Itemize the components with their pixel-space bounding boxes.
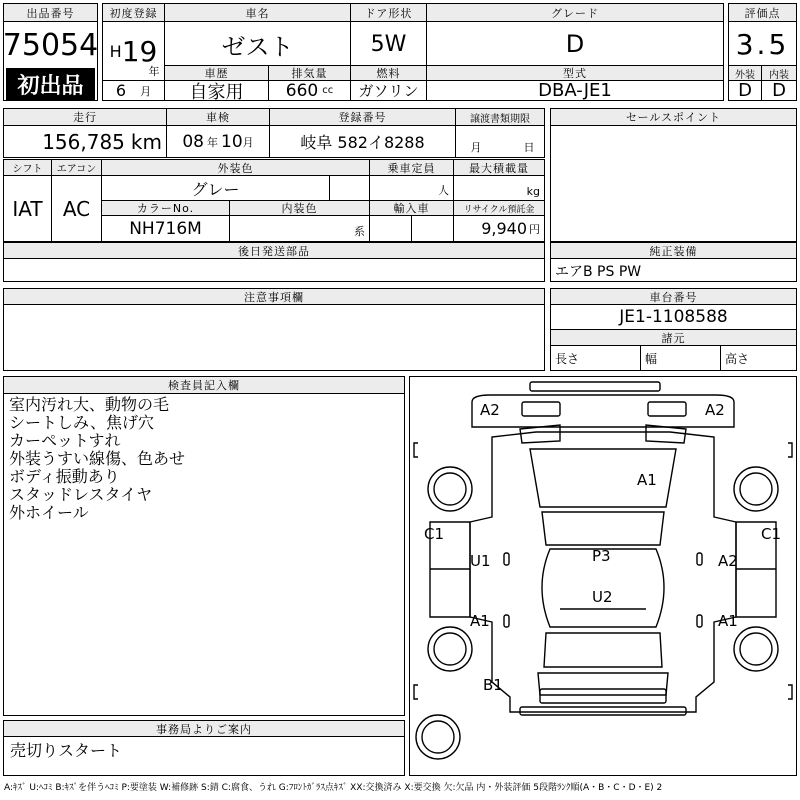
ext-score: D [729, 81, 762, 100]
sales-label: セールスポイント [551, 109, 796, 126]
score: 3.5 [735, 27, 790, 61]
car-outline [410, 377, 796, 775]
header-table [102, 3, 724, 101]
shift: IAT [4, 176, 52, 241]
reg-number: 岐阜 582イ8288 [270, 126, 456, 157]
width-label: 幅 [641, 346, 721, 370]
mileage-label: 走行 [4, 109, 167, 126]
mark-front-right: A2 [705, 401, 725, 419]
fuel: ガソリン [351, 81, 427, 100]
caution-label: 注意事項欄 [4, 289, 544, 305]
transfer-day-unit: 日 [523, 141, 535, 154]
first-listing-badge: 初出品 [6, 68, 95, 100]
office-label: 事務局よりご案内 [4, 721, 404, 737]
shift-label: シフト [4, 160, 52, 176]
first-reg-label: 初度登録 [103, 4, 165, 22]
lot-number: 75054 [2, 27, 99, 63]
note-line: カーペットすれ [9, 431, 121, 450]
recycle-cell [454, 216, 544, 241]
history: 自家用 [165, 81, 269, 100]
sales-point-box [550, 108, 797, 242]
length-label: 長さ [551, 346, 641, 370]
insp-month: 10 [221, 131, 243, 152]
year-num: 19 [121, 34, 158, 68]
mark-right-front-door: A2 [718, 552, 738, 570]
recycle-label: リサイクル預託金 [454, 200, 544, 216]
model-label: 型式 [427, 65, 723, 81]
displacement: 660 [285, 80, 319, 101]
note-line: 外ホイール [9, 503, 89, 522]
displacement-label: 排気量 [269, 65, 351, 81]
import-cell-a [370, 216, 412, 241]
era: H [109, 41, 122, 61]
score-label: 評価点 [729, 4, 796, 22]
exterior-color-label: 外装色 [102, 160, 370, 176]
ext-label: 外装 [729, 65, 762, 81]
mileage-unit: km [130, 129, 162, 154]
inspector-box [3, 376, 405, 716]
office-note: 売切りスタート [10, 740, 123, 760]
exterior-color: グレー [102, 176, 330, 200]
mileage-table [3, 108, 545, 158]
reg-label: 登録番号 [270, 109, 456, 126]
import-cell-b [412, 216, 454, 241]
grade-label: グレード [427, 4, 723, 22]
equipment-box [550, 242, 797, 282]
interior-color-label: 内装色 [230, 200, 370, 216]
parts-label: 後日発送部品 [4, 243, 544, 259]
displacement-unit: cc [322, 85, 334, 96]
inspection-cell [167, 126, 270, 157]
chassis-number: JE1-1108588 [551, 305, 796, 330]
recycle-unit: 円 [529, 222, 540, 236]
ac: AC [52, 176, 102, 241]
color-no: NH716M [102, 216, 230, 241]
doors-label: ドア形状 [351, 4, 427, 22]
mileage: 156,785 [42, 129, 125, 154]
mark-left-rear-door: A1 [470, 612, 490, 630]
legend: A:ｷｽﾞ U:ﾍｺﾐ B:ｷｽﾞを伴うﾍｺﾐ P:要塗装 W:補修跡 S:錆 C:腐食、うれ G:ﾌﾛﾝﾄｶﾞﾗｽ点ｷｽﾞ XX:交換済み X:要交換 欠:欠品 内・外装評価 5段階ﾗﾝｸ順(A・B・C・D・E) 2 [4, 783, 663, 793]
mark-roof-rear: U2 [592, 588, 613, 606]
mark-right-rear-door: A1 [718, 612, 738, 630]
int-label: 内装 [762, 65, 796, 81]
color-no-label: カラーNo. [102, 200, 230, 216]
ac-label: エアコン [52, 160, 102, 176]
car-name: ゼスト [165, 22, 351, 66]
note-line: ボディ振動あり [9, 467, 120, 486]
note-line: 外装うすい線傷、色あせ [9, 449, 186, 468]
mark-right-front-fender: C1 [761, 525, 782, 543]
insp-month-unit: 月 [242, 135, 254, 149]
mark-rear-left: B1 [483, 676, 503, 694]
capacity-unit: 人 [370, 176, 454, 200]
note-line: シートしみ、焦げ穴 [9, 413, 154, 432]
doors: 5W [351, 22, 427, 66]
month-num: 6 [115, 81, 127, 100]
mark-front-left: A2 [480, 401, 500, 419]
first-reg-month [103, 80, 165, 100]
parts-box [3, 242, 545, 282]
fuel-label: 燃料 [351, 65, 427, 81]
load-unit: kg [526, 185, 540, 198]
history-label: 車歴 [165, 65, 269, 81]
inspection-label: 車検 [167, 109, 270, 126]
import-label: 輸入車 [370, 200, 454, 216]
mark-left-front-door: U1 [470, 552, 491, 570]
chassis-label: 車台番号 [551, 289, 796, 305]
score-block [728, 3, 797, 101]
grade: D [565, 30, 585, 58]
transfer-month-unit: 月 [470, 141, 482, 154]
note-line: スタッドレスタイヤ [9, 485, 153, 504]
mileage-cell [4, 126, 167, 157]
office-box [3, 720, 405, 776]
mark-left-front-fender: C1 [424, 525, 445, 543]
insp-year: 08 [182, 131, 204, 152]
month-unit: 月 [140, 84, 152, 98]
caution-box [3, 288, 545, 371]
model: DBA-JE1 [538, 80, 612, 101]
year-unit: 年 [148, 65, 160, 78]
insp-year-unit: 年 [207, 135, 218, 149]
car-diagram [409, 376, 797, 776]
dimensions-label: 諸元 [551, 330, 796, 346]
car-name-label: 車名 [165, 4, 351, 22]
displacement-cell [269, 81, 351, 100]
note-line: 室内汚れ大、動物の毛 [9, 395, 170, 414]
chassis-box [550, 288, 797, 371]
mark-roof: P3 [592, 547, 611, 565]
spec-table [3, 159, 545, 242]
mark-hood: A1 [637, 471, 657, 489]
equipment: エアB PS PW [555, 263, 642, 280]
lot-block [3, 3, 98, 101]
transfer-label: 譲渡書類期限 [456, 109, 544, 126]
load-label: 最大積載量 [454, 160, 544, 176]
height-label: 高さ [725, 351, 750, 366]
lot-label: 出品番号 [4, 4, 97, 22]
interior-color-unit: 系 [230, 216, 370, 241]
capacity-label: 乗車定員 [370, 160, 454, 176]
exterior-color-sub [330, 176, 370, 200]
int-score: D [772, 80, 786, 101]
inspector-label: 検査員記入欄 [4, 377, 404, 394]
equipment-label: 純正装備 [551, 243, 796, 259]
inspector-notes [9, 396, 185, 522]
recycle-fee: 9,940 [481, 219, 527, 238]
